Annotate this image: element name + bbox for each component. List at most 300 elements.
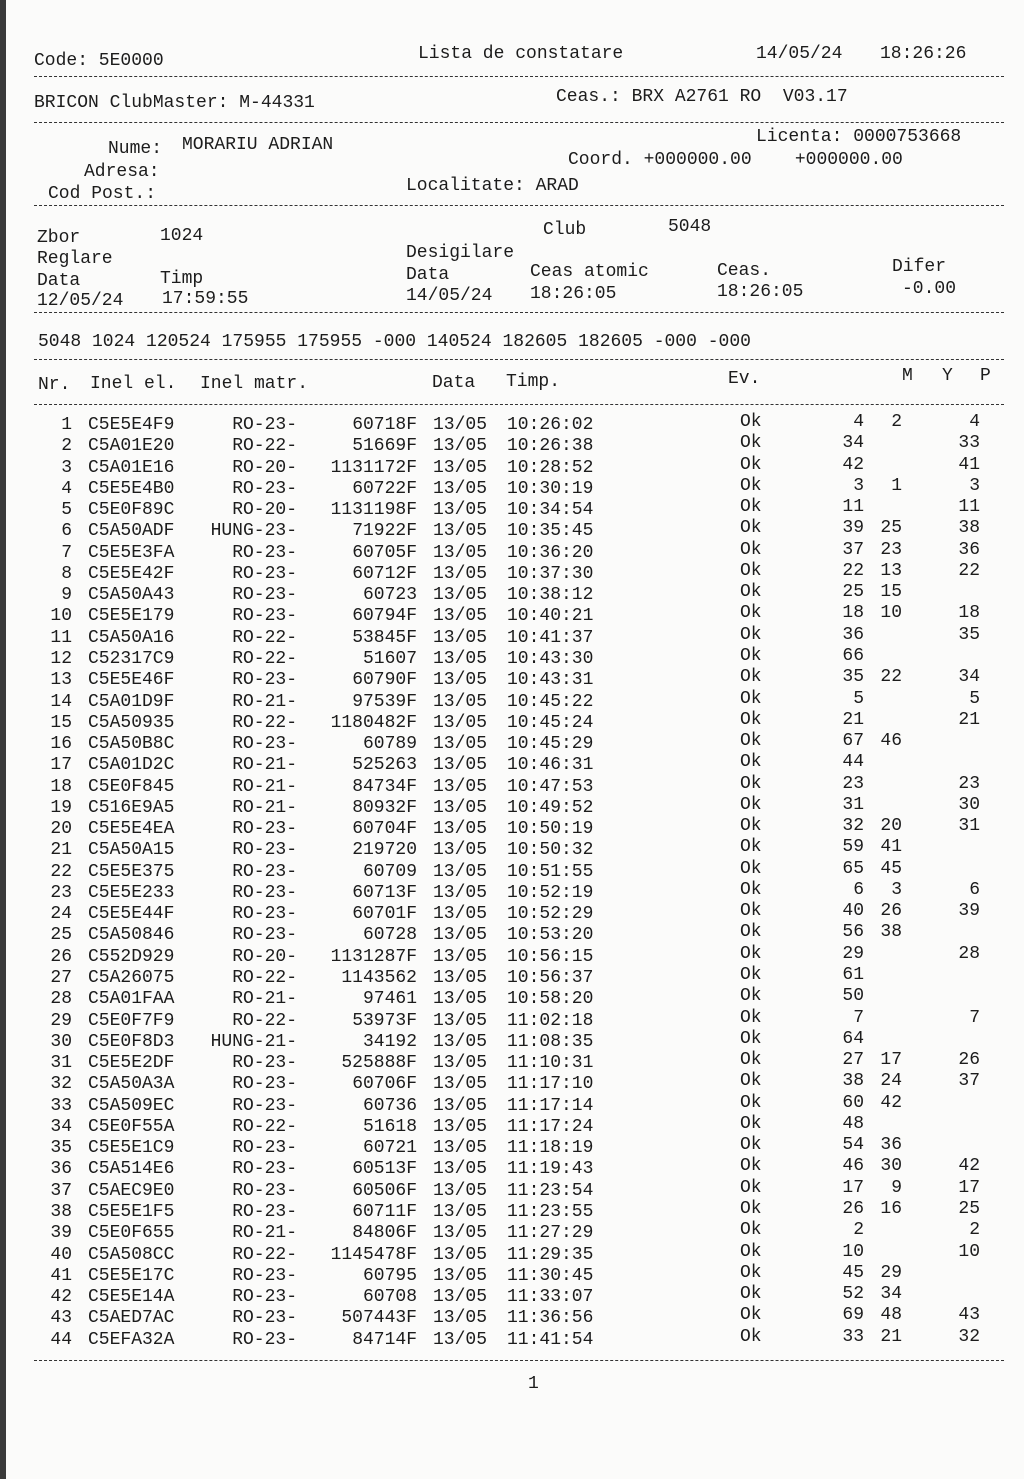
- row-event: Ok: [740, 1198, 762, 1219]
- coordinates: Coord. +000000.00 +000000.00: [568, 150, 903, 170]
- row-m: 35: [842, 667, 864, 688]
- row-time: 10:56:15: [507, 946, 594, 967]
- row-ring-number: 60736: [362, 1095, 417, 1116]
- row-time: 10:45:24: [507, 712, 594, 733]
- page-shadow-edge: [0, 0, 6, 1479]
- row-time: 11:17:10: [507, 1074, 594, 1095]
- row-nr: 4: [61, 478, 72, 499]
- row-m: 67: [842, 731, 864, 752]
- row-ring-prefix: RO-22-: [232, 1010, 297, 1031]
- row-y: 36: [880, 1135, 902, 1156]
- row-p: 3: [969, 475, 980, 496]
- row-y: 20: [880, 816, 902, 837]
- owner-name: MORARIU ADRIAN: [182, 135, 334, 155]
- separator: [34, 76, 1004, 77]
- row-electronic-ring: C5A50935: [88, 712, 175, 733]
- row-event: Ok: [740, 539, 762, 560]
- row-nr: 14: [50, 691, 72, 712]
- row-ring-prefix: RO-23-: [232, 1138, 297, 1159]
- row-electronic-ring: C5E5E4EA: [88, 819, 175, 840]
- row-m: 32: [842, 816, 864, 837]
- row-nr: 43: [50, 1308, 72, 1329]
- row-nr: 18: [50, 776, 72, 797]
- row-ring-prefix: RO-23-: [232, 1265, 297, 1286]
- row-nr: 34: [50, 1116, 72, 1137]
- row-ring-prefix: RO-23-: [232, 415, 297, 435]
- row-time: 10:50:32: [507, 840, 594, 861]
- row-m: 31: [842, 794, 864, 815]
- row-p: 30: [958, 794, 980, 815]
- row-nr: 25: [50, 925, 72, 946]
- row-y: 15: [880, 582, 902, 603]
- row-time: 10:26:38: [507, 436, 594, 457]
- row-p: 23: [958, 773, 980, 794]
- row-time: 10:52:19: [507, 882, 594, 903]
- row-time: 10:50:19: [507, 819, 594, 840]
- row-electronic-ring: C5E0F655: [88, 1223, 175, 1244]
- ceas-label: Ceas.: [717, 261, 772, 281]
- row-p: 4: [969, 412, 980, 432]
- address-label: Adresa:: [84, 162, 160, 182]
- row-time: 10:43:30: [507, 648, 594, 669]
- row-time: 11:10:31: [507, 1053, 594, 1074]
- row-ring-prefix: RO-20-: [232, 500, 297, 521]
- difference-value: -0.00: [902, 279, 957, 299]
- row-ring-prefix: RO-21-: [232, 691, 297, 712]
- row-m: 39: [842, 518, 864, 539]
- row-p: 5: [969, 688, 980, 709]
- separator: [34, 359, 1004, 360]
- row-time: 10:51:55: [507, 861, 594, 882]
- row-time: 10:38:12: [507, 585, 594, 606]
- row-time: 11:33:07: [507, 1287, 594, 1308]
- row-event: Ok: [740, 752, 762, 773]
- print-time: 18:26:26: [880, 44, 967, 64]
- row-electronic-ring: C5E5E17C: [88, 1265, 175, 1286]
- row-m: 69: [842, 1305, 864, 1326]
- row-event: Ok: [740, 1156, 762, 1177]
- row-electronic-ring: C5E5E42F: [88, 563, 175, 584]
- row-y: 25: [880, 518, 902, 539]
- row-m: 46: [842, 1156, 864, 1177]
- row-ring-prefix: RO-21-: [232, 776, 297, 797]
- row-ring-prefix: RO-23-: [232, 1095, 297, 1116]
- row-time: 10:46:31: [507, 755, 594, 776]
- row-p: 31: [958, 816, 980, 837]
- row-p: 6: [969, 879, 980, 900]
- row-m: 60: [842, 1092, 864, 1113]
- row-electronic-ring: C5A508CC: [88, 1244, 175, 1265]
- row-m: 27: [842, 1050, 864, 1071]
- row-time: 10:41:37: [507, 627, 594, 648]
- row-electronic-ring: C52317C9: [88, 648, 175, 669]
- row-m: 48: [842, 1113, 864, 1134]
- row-date: 13/05: [433, 542, 488, 563]
- row-date: 13/05: [433, 755, 488, 776]
- row-ring-prefix: RO-23-: [232, 1329, 297, 1350]
- row-m: 37: [842, 539, 864, 560]
- row-nr: 10: [50, 606, 72, 627]
- row-ring-number: 53845F: [352, 627, 417, 648]
- row-electronic-ring: C5E5E1F5: [88, 1201, 175, 1222]
- row-y: 26: [880, 901, 902, 922]
- row-event: Ok: [740, 794, 762, 815]
- row-nr: 21: [50, 840, 72, 861]
- row-ring-number: 1131287F: [330, 946, 417, 967]
- row-nr: 22: [50, 861, 72, 882]
- row-electronic-ring: C5AEC9E0: [88, 1180, 175, 1201]
- row-time: 10:36:20: [507, 542, 594, 563]
- desigilare-date: 14/05/24: [406, 286, 493, 306]
- row-date: 13/05: [433, 989, 488, 1010]
- row-event: Ok: [740, 837, 762, 858]
- row-ring-number: 1180482F: [330, 712, 417, 733]
- col-ev: Ev.: [728, 369, 761, 389]
- row-time: 10:45:22: [507, 691, 594, 712]
- row-ring-number: 507443F: [341, 1308, 417, 1329]
- row-electronic-ring: C5E5E4B0: [88, 478, 175, 499]
- row-p: 7: [969, 1007, 980, 1028]
- row-y: 9: [891, 1177, 902, 1198]
- name-label: Nume:: [108, 139, 163, 159]
- row-ring-prefix: RO-22-: [232, 1116, 297, 1137]
- row-m: 18: [842, 603, 864, 624]
- row-m: 64: [842, 1028, 864, 1049]
- row-electronic-ring: C5E0F8D3: [88, 1031, 175, 1052]
- row-ring-prefix: RO-23-: [232, 819, 297, 840]
- row-ring-prefix: RO-20-: [232, 457, 297, 478]
- row-date: 13/05: [433, 819, 488, 840]
- row-time: 10:58:20: [507, 989, 594, 1010]
- row-time: 10:34:54: [507, 500, 594, 521]
- row-ring-number: 80932F: [352, 797, 417, 818]
- row-m: 33: [842, 1326, 864, 1347]
- col-inel-el: Inel el.: [90, 374, 177, 394]
- row-event: Ok: [740, 433, 762, 454]
- row-nr: 15: [50, 712, 72, 733]
- row-ring-number: 60701F: [352, 904, 417, 925]
- row-ring-number: 1131172F: [330, 457, 417, 478]
- row-ring-number: 51607: [362, 648, 417, 669]
- row-event: Ok: [740, 709, 762, 730]
- row-ring-number: 60718F: [352, 415, 417, 435]
- row-event: Ok: [740, 965, 762, 986]
- row-event: Ok: [740, 858, 762, 879]
- row-ring-number: 60789: [362, 734, 417, 755]
- row-date: 13/05: [433, 436, 488, 457]
- row-ring-number: 60794F: [352, 606, 417, 627]
- row-ring-prefix: RO-22-: [232, 648, 297, 669]
- row-p: 41: [958, 454, 980, 475]
- row-ring-prefix: RO-23-: [232, 882, 297, 903]
- code-line: 5048 1024 120524 175955 175955 -000 140524 182605 182605 -000 -000: [38, 332, 751, 352]
- row-ring-number: 1131198F: [330, 500, 417, 521]
- row-event: Ok: [740, 1135, 762, 1156]
- document-title: Lista de constatare: [418, 44, 624, 64]
- row-nr: 6: [61, 521, 72, 542]
- row-event: Ok: [740, 1241, 762, 1262]
- row-ring-number: 60705F: [352, 542, 417, 563]
- row-m: 3: [853, 475, 864, 496]
- row-m: 34: [842, 433, 864, 454]
- row-date: 13/05: [433, 925, 488, 946]
- row-date: 13/05: [433, 734, 488, 755]
- row-ring-prefix: HUNG-21-: [210, 1031, 297, 1052]
- row-event: Ok: [740, 731, 762, 752]
- row-date: 13/05: [433, 1265, 488, 1286]
- row-event: Ok: [740, 1113, 762, 1134]
- row-nr: 16: [50, 734, 72, 755]
- row-m: 17: [842, 1177, 864, 1198]
- row-ring-prefix: RO-22-: [232, 968, 297, 989]
- row-event: Ok: [740, 922, 762, 943]
- separator: [34, 404, 1004, 405]
- row-ring-number: 219720: [352, 840, 417, 861]
- row-electronic-ring: C5E5E46F: [88, 670, 175, 691]
- row-time: 10:30:19: [507, 478, 594, 499]
- row-time: 11:08:35: [507, 1031, 594, 1052]
- row-nr: 11: [50, 627, 72, 648]
- row-event: Ok: [740, 497, 762, 518]
- row-time: 11:17:24: [507, 1116, 594, 1137]
- separator: [34, 122, 1004, 123]
- row-p: 32: [958, 1326, 980, 1347]
- row-y: 34: [880, 1284, 902, 1305]
- row-m: 45: [842, 1262, 864, 1283]
- row-ring-prefix: RO-23-: [232, 861, 297, 882]
- row-ring-prefix: RO-21-: [232, 989, 297, 1010]
- row-nr: 2: [61, 436, 72, 457]
- row-m: 42: [842, 454, 864, 475]
- row-ring-prefix: RO-23-: [232, 585, 297, 606]
- row-ring-prefix: HUNG-23-: [210, 521, 297, 542]
- row-nr: 24: [50, 904, 72, 925]
- row-date: 13/05: [433, 1053, 488, 1074]
- row-nr: 30: [50, 1031, 72, 1052]
- code-label: Code: 5E0000: [34, 51, 164, 71]
- row-date: 13/05: [433, 648, 488, 669]
- row-time: 11:23:54: [507, 1180, 594, 1201]
- row-event: Ok: [740, 1028, 762, 1049]
- difer-label: Difer: [892, 257, 947, 277]
- row-electronic-ring: C5A01D2C: [88, 755, 175, 776]
- row-time: 10:43:31: [507, 670, 594, 691]
- row-nr: 36: [50, 1159, 72, 1180]
- row-event: Ok: [740, 1092, 762, 1113]
- row-event: Ok: [740, 645, 762, 666]
- row-date: 13/05: [433, 968, 488, 989]
- row-nr: 3: [61, 457, 72, 478]
- row-y: 48: [880, 1305, 902, 1326]
- row-date: 13/05: [433, 1201, 488, 1222]
- row-y: 10: [880, 603, 902, 624]
- reglare-date: 12/05/24: [37, 291, 124, 311]
- row-nr: 19: [50, 797, 72, 818]
- row-p: 2: [969, 1220, 980, 1241]
- row-event: Ok: [740, 879, 762, 900]
- row-time: 10:35:45: [507, 521, 594, 542]
- row-p: 11: [958, 497, 980, 518]
- row-p: 17: [958, 1177, 980, 1198]
- row-ring-number: 60723: [362, 585, 417, 606]
- row-event: Ok: [740, 518, 762, 539]
- row-electronic-ring: C5E5E375: [88, 861, 175, 882]
- row-m: 38: [842, 1071, 864, 1092]
- row-electronic-ring: C5E0F845: [88, 776, 175, 797]
- row-event: Ok: [740, 773, 762, 794]
- row-ring-prefix: RO-23-: [232, 606, 297, 627]
- row-ring-prefix: RO-23-: [232, 1180, 297, 1201]
- row-m: 7: [853, 1007, 864, 1028]
- row-date: 13/05: [433, 776, 488, 797]
- atomic-clock-time: 18:26:05: [530, 284, 617, 304]
- row-date: 13/05: [433, 670, 488, 691]
- separator: [34, 205, 1004, 206]
- row-time: 11:23:55: [507, 1201, 594, 1222]
- print-date: 14/05/24: [756, 44, 843, 64]
- row-ring-prefix: RO-23-: [232, 478, 297, 499]
- col-data: Data: [432, 373, 476, 393]
- row-date: 13/05: [433, 1159, 488, 1180]
- license-number: Licenta: 0000753668: [756, 127, 962, 147]
- row-electronic-ring: C5A50ADF: [88, 521, 175, 542]
- row-date: 13/05: [433, 1329, 488, 1350]
- row-m: 29: [842, 943, 864, 964]
- row-ring-number: 60709: [362, 861, 417, 882]
- row-ring-prefix: RO-23-: [232, 1159, 297, 1180]
- row-ring-number: 1143562: [341, 968, 417, 989]
- row-ring-number: 60708: [362, 1287, 417, 1308]
- row-event: Ok: [740, 1220, 762, 1241]
- row-electronic-ring: C5A01E16: [88, 457, 175, 478]
- row-electronic-ring: C5E5E44F: [88, 904, 175, 925]
- row-y: 2: [891, 412, 902, 432]
- row-ring-number: 60711F: [352, 1201, 417, 1222]
- row-ring-prefix: RO-21-: [232, 797, 297, 818]
- row-electronic-ring: C516E9A5: [88, 797, 175, 818]
- row-event: Ok: [740, 667, 762, 688]
- row-event: Ok: [740, 1071, 762, 1092]
- data-label: Data: [37, 271, 81, 291]
- row-p: 22: [958, 560, 980, 581]
- col-m: M: [902, 366, 913, 386]
- row-date: 13/05: [433, 1287, 488, 1308]
- row-electronic-ring: C5E5E2DF: [88, 1053, 175, 1074]
- row-ring-prefix: RO-23-: [232, 1287, 297, 1308]
- row-y: 24: [880, 1071, 902, 1092]
- row-m: 56: [842, 922, 864, 943]
- row-date: 13/05: [433, 627, 488, 648]
- row-m: 40: [842, 901, 864, 922]
- row-nr: 35: [50, 1138, 72, 1159]
- row-ring-number: 60713F: [352, 882, 417, 903]
- row-electronic-ring: C5E5E179: [88, 606, 175, 627]
- row-m: 50: [842, 986, 864, 1007]
- row-event: Ok: [740, 582, 762, 603]
- row-ring-number: 525263: [352, 755, 417, 776]
- row-m: 4: [853, 412, 864, 432]
- row-ring-number: 60704F: [352, 819, 417, 840]
- row-electronic-ring: C5A509EC: [88, 1095, 175, 1116]
- row-p: 42: [958, 1156, 980, 1177]
- ceas-atomic-label: Ceas atomic: [530, 262, 649, 282]
- row-event: Ok: [740, 1177, 762, 1198]
- row-event: Ok: [740, 454, 762, 475]
- row-date: 13/05: [433, 1308, 488, 1329]
- row-ring-prefix: RO-22-: [232, 627, 297, 648]
- row-time: 11:27:29: [507, 1223, 594, 1244]
- page-number: 1: [528, 1374, 539, 1394]
- row-ring-number: 1145478F: [330, 1244, 417, 1265]
- row-p: 39: [958, 901, 980, 922]
- row-electronic-ring: C5A50A16: [88, 627, 175, 648]
- row-electronic-ring: C552D929: [88, 946, 175, 967]
- row-ring-prefix: RO-23-: [232, 670, 297, 691]
- row-y: 38: [880, 922, 902, 943]
- row-ring-prefix: RO-22-: [232, 436, 297, 457]
- row-date: 13/05: [433, 1116, 488, 1137]
- row-nr: 23: [50, 882, 72, 903]
- row-ring-number: 60513F: [352, 1159, 417, 1180]
- row-time: 11:30:45: [507, 1265, 594, 1286]
- col-y: Y: [942, 366, 953, 386]
- row-nr: 5: [61, 500, 72, 521]
- row-nr: 27: [50, 968, 72, 989]
- row-p: 37: [958, 1071, 980, 1092]
- row-y: 21: [880, 1326, 902, 1347]
- row-time: 11:36:56: [507, 1308, 594, 1329]
- row-date: 13/05: [433, 521, 488, 542]
- row-nr: 26: [50, 946, 72, 967]
- row-ring-prefix: RO-23-: [232, 1074, 297, 1095]
- row-electronic-ring: C5E0F7F9: [88, 1010, 175, 1031]
- row-electronic-ring: C5A50B8C: [88, 734, 175, 755]
- row-date: 13/05: [433, 882, 488, 903]
- row-event: Ok: [740, 560, 762, 581]
- row-time: 10:52:29: [507, 904, 594, 925]
- row-m: 66: [842, 645, 864, 666]
- row-event: Ok: [740, 943, 762, 964]
- club-value: 5048: [668, 217, 712, 237]
- row-ring-number: 60722F: [352, 478, 417, 499]
- device-label: BRICON ClubMaster: M-44331: [34, 93, 315, 113]
- row-event: Ok: [740, 816, 762, 837]
- row-date: 13/05: [433, 797, 488, 818]
- row-nr: 40: [50, 1244, 72, 1265]
- row-date: 13/05: [433, 563, 488, 584]
- row-ring-prefix: RO-23-: [232, 904, 297, 925]
- des-data-label: Data: [406, 265, 450, 285]
- row-event: Ok: [740, 475, 762, 496]
- row-time: 10:49:52: [507, 797, 594, 818]
- row-date: 13/05: [433, 1223, 488, 1244]
- separator: [34, 312, 1004, 313]
- row-p: 28: [958, 943, 980, 964]
- row-nr: 20: [50, 819, 72, 840]
- row-time: 11:02:18: [507, 1010, 594, 1031]
- row-ring-prefix: RO-23-: [232, 1308, 297, 1329]
- row-y: 41: [880, 837, 902, 858]
- clock-time: 18:26:05: [717, 282, 804, 302]
- row-p: 36: [958, 539, 980, 560]
- row-time: 11:18:19: [507, 1138, 594, 1159]
- row-p: 25: [958, 1198, 980, 1219]
- row-electronic-ring: C5EFA32A: [88, 1329, 175, 1350]
- row-nr: 13: [50, 670, 72, 691]
- row-ring-number: 53973F: [352, 1010, 417, 1031]
- row-p: 35: [958, 624, 980, 645]
- row-nr: 44: [50, 1329, 72, 1350]
